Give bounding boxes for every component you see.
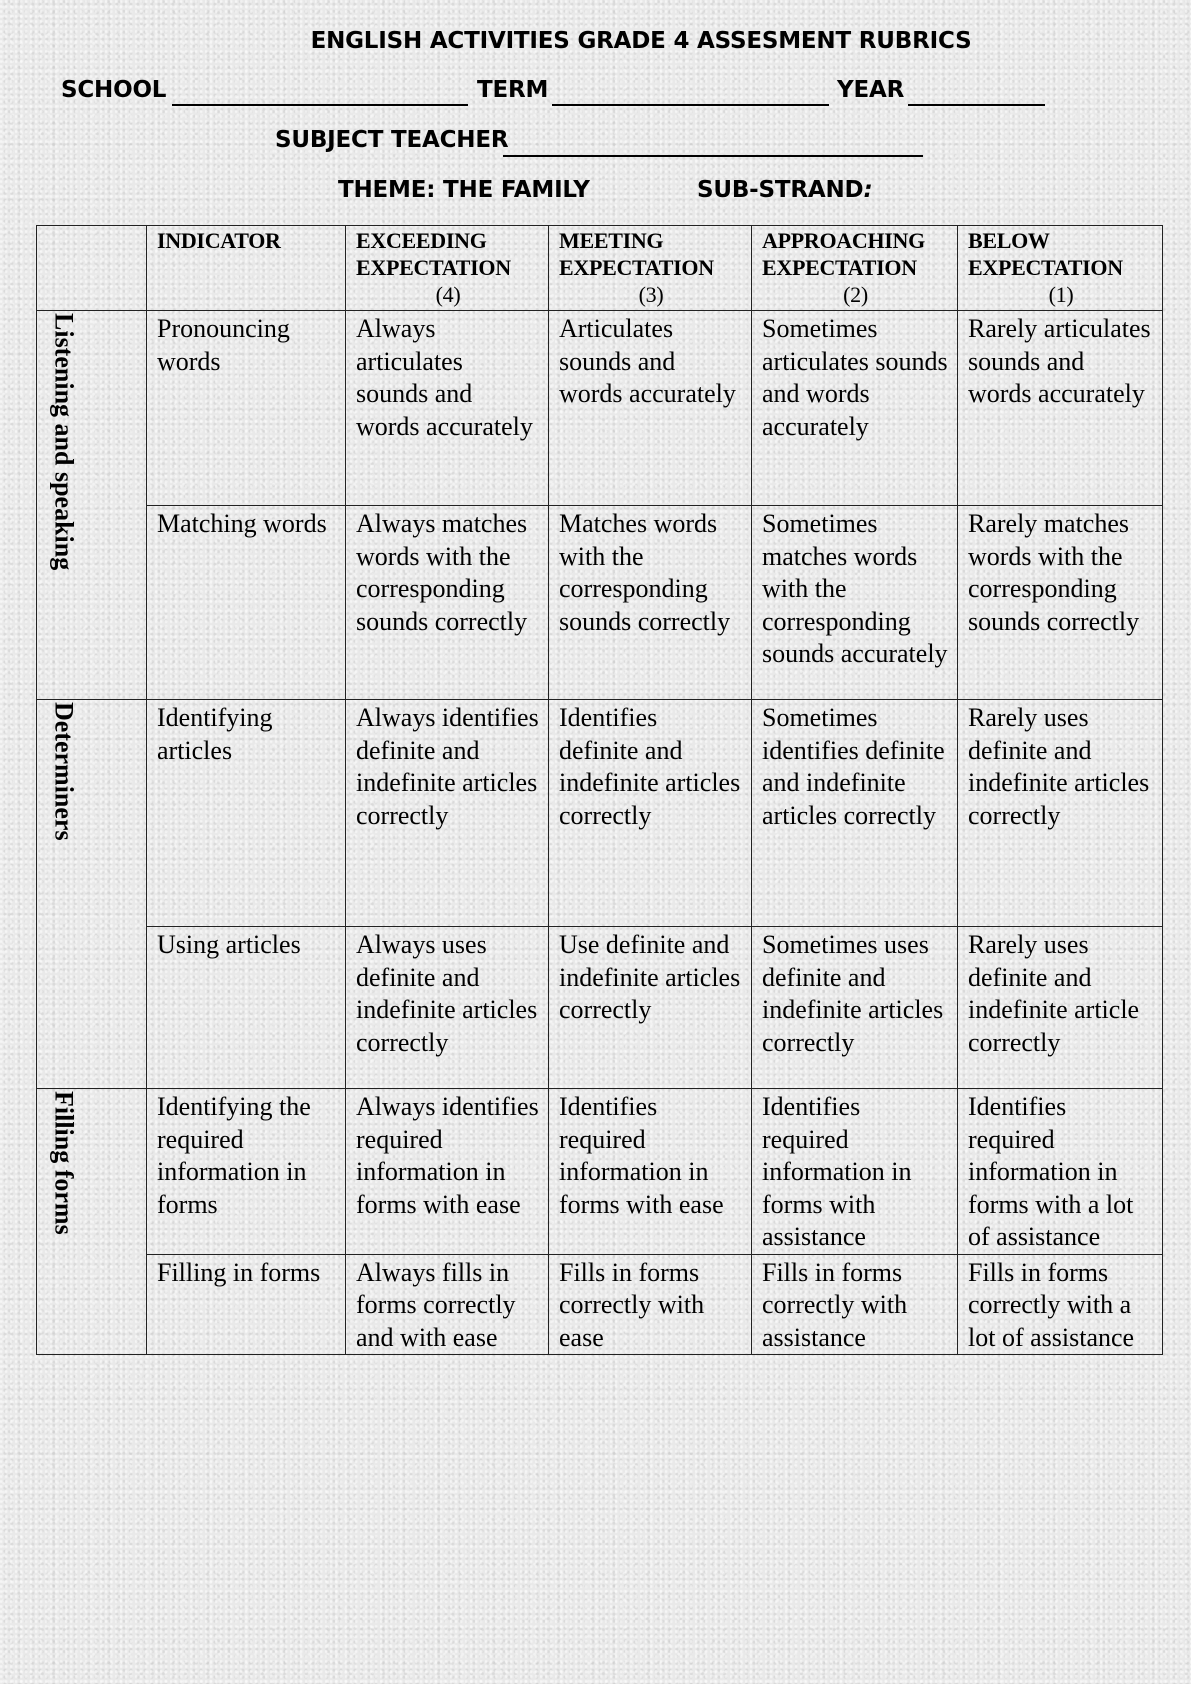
indicator-cell: Identifying the required information in forms — [147, 1089, 346, 1255]
approaching-header — [752, 226, 958, 311]
table-row — [37, 311, 1163, 506]
strand-label: Listening and speaking — [49, 313, 79, 571]
below-cell: Rarely uses definite and indefinite article correctly — [958, 927, 1163, 1089]
table-row — [37, 506, 1163, 700]
substrand-label — [697, 177, 872, 203]
meeting-level: (3) — [638, 282, 664, 307]
year-blank[interactable] — [908, 104, 1045, 106]
rubric-table — [36, 225, 1163, 1355]
approaching-cell: Sometimes articulates sounds and words accurately — [752, 311, 958, 506]
indicator-cell: Filling in forms — [147, 1254, 346, 1355]
meeting-cell: Fills in forms correctly with ease — [549, 1254, 752, 1355]
strand-header-cell — [37, 226, 147, 311]
term-blank[interactable] — [552, 104, 829, 106]
approaching-cell: Sometimes matches words with the corresponding sounds accurately — [752, 506, 958, 700]
subject-teacher-label: SUBJECT TEACHER — [275, 127, 509, 153]
table-row — [37, 1254, 1163, 1355]
year-label: YEAR — [837, 77, 905, 103]
approaching-cell: Sometimes uses definite and indefinite articles correctly — [752, 927, 958, 1089]
meeting-cell: Use definite and indefinite articles correctly — [549, 927, 752, 1089]
page-title: ENGLISH ACTIVITIES GRADE 4 ASSESMENT RUBRICS — [310, 28, 972, 54]
exceeding-cell: Always identifies definite and indefinite articles correctly — [346, 700, 549, 927]
table-row — [37, 700, 1163, 927]
exceeding-header — [346, 226, 549, 311]
approaching-level: (2) — [843, 282, 868, 307]
indicator-cell: Matching words — [147, 506, 346, 700]
exceeding-cell: Always uses definite and indefinite articles correctly — [346, 927, 549, 1089]
meeting-cell: Identifies definite and indefinite articles correctly — [549, 700, 752, 927]
approaching-cell: Fills in forms correctly with assistance — [752, 1254, 958, 1355]
below-header-label: BELOW EXPECTATION — [968, 228, 1123, 280]
meeting-cell: Identifies required information in forms with ease — [549, 1089, 752, 1255]
substrand-colon: : — [863, 177, 873, 203]
meeting-header — [549, 226, 752, 311]
header-row — [37, 226, 1163, 311]
subject-teacher-blank[interactable] — [503, 155, 923, 157]
approaching-header-label: APPROACHING EXPECTATION — [762, 228, 925, 280]
exceeding-cell: Always articulates sounds and words accurately — [346, 311, 549, 506]
indicator-cell: Identifying articles — [147, 700, 346, 927]
strand-label: Filling forms — [49, 1091, 79, 1235]
school-blank[interactable] — [172, 104, 468, 106]
below-header — [958, 226, 1163, 311]
exceeding-cell: Always fills in forms correctly and with ease — [346, 1254, 549, 1355]
meeting-cell: Matches words with the corresponding sounds correctly — [549, 506, 752, 700]
theme-label: THEME: THE FAMILY — [338, 177, 590, 203]
below-cell: Rarely uses definite and indefinite articles correctly — [958, 700, 1163, 927]
approaching-cell: Identifies required information in forms with assistance — [752, 1089, 958, 1255]
exceeding-cell: Always identifies required information in forms with ease — [346, 1089, 549, 1255]
strand-cell — [37, 311, 147, 700]
strand-cell — [37, 700, 147, 1089]
below-cell: Fills in forms correctly with a lot of assistance — [958, 1254, 1163, 1355]
meeting-cell: Articulates sounds and words accurately — [549, 311, 752, 506]
exceeding-header-label: EXCEEDING EXPECTATION — [356, 228, 511, 280]
indicator-header: INDICATOR — [147, 226, 346, 311]
exceeding-level: (4) — [435, 282, 461, 307]
below-cell: Rarely matches words with the corresponding sounds correctly — [958, 506, 1163, 700]
below-cell: Identifies required information in forms with a lot of assistance — [958, 1089, 1163, 1255]
table-row — [37, 1089, 1163, 1255]
table-row — [37, 927, 1163, 1089]
substrand-text: SUB-STRAND — [697, 177, 864, 203]
below-level: (1) — [1048, 282, 1074, 307]
term-label: TERM — [477, 77, 549, 103]
meeting-header-label: MEETING EXPECTATION — [559, 228, 714, 280]
below-cell: Rarely articulates sounds and words accurately — [958, 311, 1163, 506]
strand-label: Determiners — [49, 702, 79, 841]
exceeding-cell: Always matches words with the corresponding sounds correctly — [346, 506, 549, 700]
indicator-cell: Pronouncing words — [147, 311, 346, 506]
school-label: SCHOOL — [61, 77, 167, 103]
indicator-cell: Using articles — [147, 927, 346, 1089]
strand-cell — [37, 1089, 147, 1355]
approaching-cell: Sometimes identifies definite and indefinite articles correctly — [752, 700, 958, 927]
